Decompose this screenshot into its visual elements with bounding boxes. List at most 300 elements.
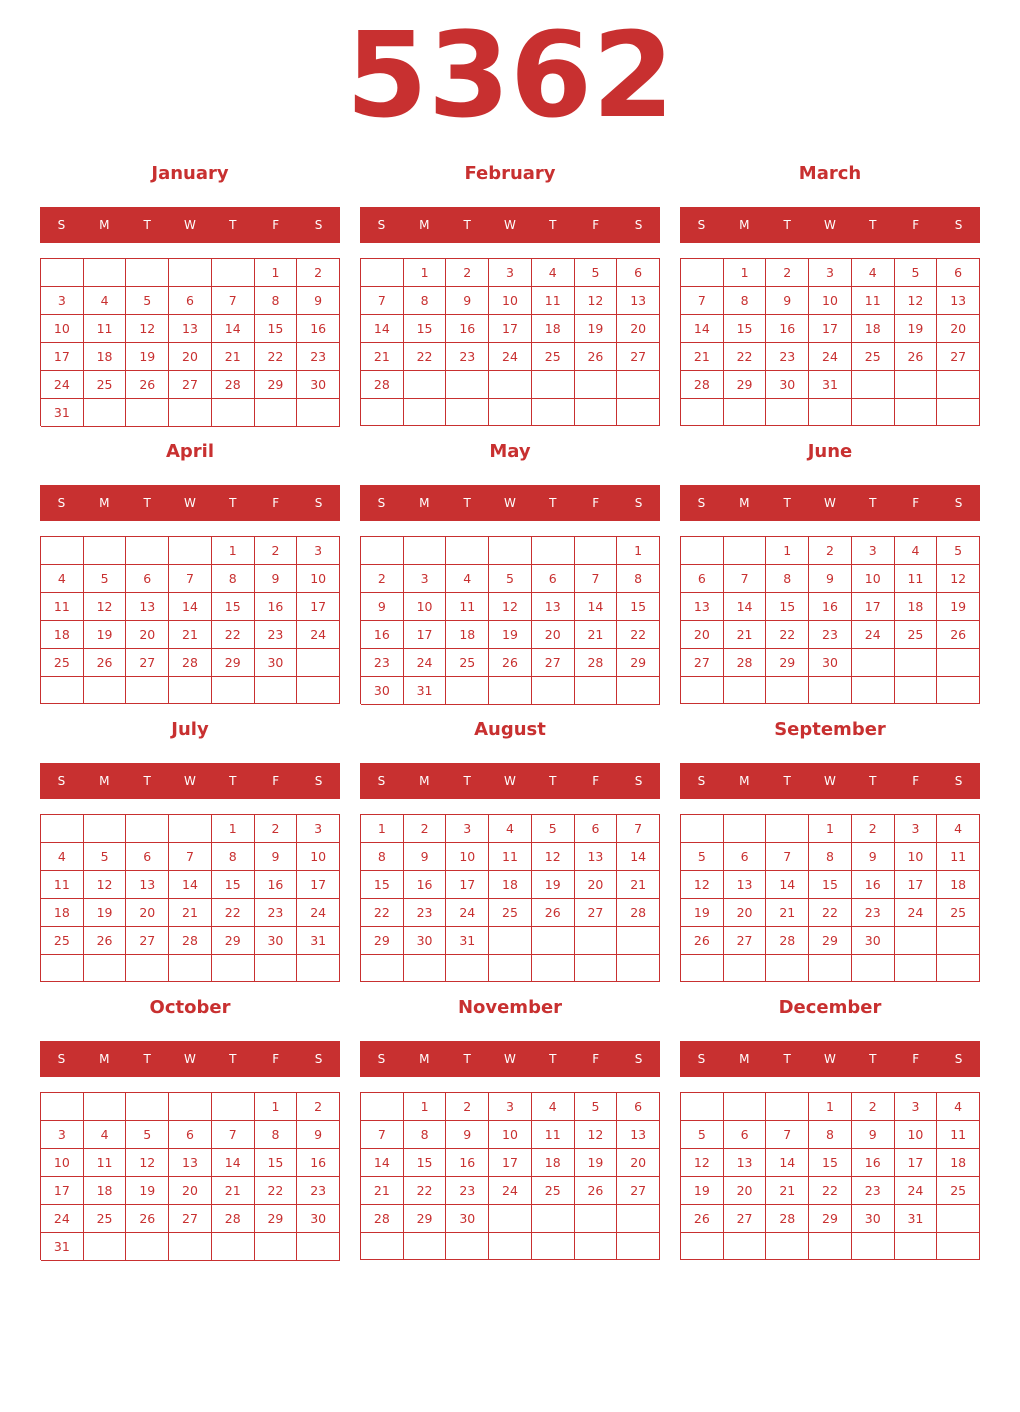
day-cell: 17	[852, 593, 895, 621]
day-cell: 23	[255, 899, 298, 927]
day-cell: 16	[446, 1149, 489, 1177]
day-cell: 10	[809, 287, 852, 315]
day-cell: 24	[297, 899, 340, 927]
weekday-label: S	[634, 774, 643, 788]
day-cell: 22	[255, 343, 298, 371]
empty-day-cell	[84, 1093, 127, 1121]
day-cell: 13	[617, 287, 660, 315]
day-grid	[680, 1092, 980, 1260]
day-cell: 18	[41, 899, 84, 927]
empty-day-cell	[212, 1233, 255, 1261]
day-cell: 8	[809, 843, 852, 871]
day-grid	[680, 536, 980, 704]
day-cell: 3	[41, 1121, 84, 1149]
day-cell: 10	[404, 593, 447, 621]
day-cell: 22	[212, 899, 255, 927]
month-august	[360, 716, 660, 984]
weekday-label: F	[912, 496, 920, 510]
day-cell: 12	[126, 315, 169, 343]
day-cell: 27	[532, 649, 575, 677]
month-february	[360, 160, 660, 428]
day-cell: 8	[212, 843, 255, 871]
weekday-label: S	[314, 1052, 323, 1066]
day-cell: 13	[937, 287, 980, 315]
day-cell: 14	[361, 315, 404, 343]
weekday-label: M	[739, 218, 750, 232]
day-cell: 18	[532, 1149, 575, 1177]
empty-day-cell	[297, 677, 340, 704]
day-cell: 9	[446, 1121, 489, 1149]
day-cell: 4	[446, 565, 489, 593]
weekday-label: T	[229, 774, 237, 788]
empty-day-cell	[617, 955, 660, 982]
day-cell: 20	[126, 621, 169, 649]
day-cell: 15	[809, 871, 852, 899]
day-cell: 6	[724, 843, 767, 871]
day-cell: 30	[852, 1205, 895, 1233]
day-cell: 31	[809, 371, 852, 399]
empty-day-cell	[724, 1233, 767, 1260]
day-cell: 26	[84, 649, 127, 677]
weekday-label: T	[783, 218, 791, 232]
day-cell: 4	[937, 815, 980, 843]
day-cell: 7	[766, 1121, 809, 1149]
day-cell: 15	[255, 315, 298, 343]
empty-day-cell	[126, 259, 169, 287]
empty-day-cell	[41, 677, 84, 704]
day-cell: 7	[169, 565, 212, 593]
day-cell: 18	[937, 1149, 980, 1177]
day-cell: 3	[809, 259, 852, 287]
weekday-label: T	[549, 218, 557, 232]
day-cell: 9	[297, 1121, 340, 1149]
day-cell: 5	[575, 259, 618, 287]
day-cell: 15	[724, 315, 767, 343]
day-cell: 5	[937, 537, 980, 565]
empty-day-cell	[297, 1233, 340, 1261]
day-cell: 14	[681, 315, 724, 343]
day-cell: 26	[575, 1177, 618, 1205]
day-cell: 18	[532, 315, 575, 343]
empty-day-cell	[446, 955, 489, 982]
weekday-label: F	[912, 218, 920, 232]
day-cell: 7	[212, 1121, 255, 1149]
day-cell: 3	[489, 259, 532, 287]
month-title: May	[489, 441, 531, 462]
weekday-label: T	[229, 218, 237, 232]
empty-day-cell	[41, 537, 84, 565]
weekday-header	[40, 763, 340, 799]
month-title: December	[778, 997, 882, 1018]
day-cell: 28	[212, 371, 255, 399]
weekday-label: T	[783, 496, 791, 510]
empty-day-cell	[255, 1233, 298, 1261]
day-cell: 23	[766, 343, 809, 371]
day-cell: 2	[766, 259, 809, 287]
day-cell: 10	[895, 843, 938, 871]
empty-day-cell	[895, 955, 938, 982]
day-grid	[40, 1092, 340, 1260]
empty-day-cell	[446, 399, 489, 426]
day-cell: 21	[169, 899, 212, 927]
empty-day-cell	[937, 1205, 980, 1233]
day-cell: 20	[617, 315, 660, 343]
empty-day-cell	[169, 259, 212, 287]
day-cell: 11	[532, 287, 575, 315]
day-cell: 4	[937, 1093, 980, 1121]
weekday-label: M	[739, 774, 750, 788]
day-cell: 30	[297, 1205, 340, 1233]
weekday-label: F	[272, 1052, 280, 1066]
day-cell: 14	[169, 593, 212, 621]
empty-day-cell	[532, 1233, 575, 1260]
weekday-label: S	[697, 496, 706, 510]
day-cell: 14	[724, 593, 767, 621]
day-cell: 18	[895, 593, 938, 621]
day-cell: 24	[895, 1177, 938, 1205]
empty-day-cell	[895, 371, 938, 399]
day-cell: 15	[255, 1149, 298, 1177]
day-cell: 12	[895, 287, 938, 315]
empty-day-cell	[575, 399, 618, 426]
day-cell: 19	[532, 871, 575, 899]
day-cell: 29	[361, 927, 404, 955]
day-cell: 3	[852, 537, 895, 565]
weekday-label: M	[419, 218, 430, 232]
weekday-label: S	[377, 774, 386, 788]
empty-day-cell	[361, 259, 404, 287]
day-cell: 28	[361, 1205, 404, 1233]
day-cell: 29	[809, 927, 852, 955]
day-cell: 4	[852, 259, 895, 287]
day-cell: 18	[937, 871, 980, 899]
day-cell: 27	[724, 927, 767, 955]
empty-day-cell	[169, 955, 212, 982]
day-cell: 19	[937, 593, 980, 621]
empty-day-cell	[489, 537, 532, 565]
day-cell: 4	[895, 537, 938, 565]
empty-day-cell	[404, 1233, 447, 1260]
day-cell: 25	[532, 1177, 575, 1205]
day-cell: 20	[937, 315, 980, 343]
day-cell: 9	[297, 287, 340, 315]
empty-day-cell	[404, 371, 447, 399]
weekday-label: T	[463, 496, 471, 510]
empty-day-cell	[84, 259, 127, 287]
empty-day-cell	[681, 399, 724, 426]
empty-day-cell	[532, 399, 575, 426]
month-title: January	[151, 163, 229, 184]
day-cell: 23	[297, 1177, 340, 1205]
day-cell: 25	[937, 899, 980, 927]
month-july	[40, 716, 340, 984]
day-cell: 21	[766, 899, 809, 927]
month-january	[40, 160, 340, 428]
day-cell: 6	[126, 565, 169, 593]
weekday-label: T	[783, 1052, 791, 1066]
day-cell: 27	[126, 927, 169, 955]
empty-day-cell	[895, 927, 938, 955]
weekday-label: W	[504, 218, 516, 232]
day-cell: 13	[126, 871, 169, 899]
day-cell: 19	[575, 315, 618, 343]
empty-day-cell	[852, 371, 895, 399]
day-cell: 5	[84, 843, 127, 871]
day-cell: 21	[212, 343, 255, 371]
empty-day-cell	[255, 677, 298, 704]
day-cell: 21	[681, 343, 724, 371]
day-cell: 4	[84, 1121, 127, 1149]
weekday-label: W	[504, 774, 516, 788]
day-cell: 17	[41, 343, 84, 371]
day-cell: 14	[361, 1149, 404, 1177]
empty-day-cell	[937, 1233, 980, 1260]
day-cell: 16	[446, 315, 489, 343]
empty-day-cell	[724, 537, 767, 565]
empty-day-cell	[169, 677, 212, 704]
weekday-label: W	[824, 496, 836, 510]
day-cell: 23	[255, 621, 298, 649]
weekday-label: S	[377, 1052, 386, 1066]
weekday-label: S	[314, 774, 323, 788]
weekday-label: M	[99, 218, 110, 232]
year-title: 5362	[345, 6, 675, 144]
day-cell: 9	[361, 593, 404, 621]
weekday-header	[680, 1041, 980, 1077]
empty-day-cell	[937, 677, 980, 704]
day-cell: 1	[404, 259, 447, 287]
day-cell: 3	[489, 1093, 532, 1121]
day-cell: 16	[255, 871, 298, 899]
day-cell: 11	[446, 593, 489, 621]
day-cell: 16	[809, 593, 852, 621]
day-cell: 21	[766, 1177, 809, 1205]
day-cell: 12	[681, 1149, 724, 1177]
day-cell: 18	[489, 871, 532, 899]
weekday-label: S	[954, 496, 963, 510]
weekday-header	[40, 1041, 340, 1077]
day-cell: 29	[766, 649, 809, 677]
day-cell: 6	[617, 259, 660, 287]
day-cell: 1	[809, 1093, 852, 1121]
day-cell: 3	[404, 565, 447, 593]
day-cell: 23	[297, 343, 340, 371]
day-cell: 21	[361, 343, 404, 371]
day-cell: 2	[852, 815, 895, 843]
weekday-label: S	[954, 218, 963, 232]
empty-day-cell	[361, 1093, 404, 1121]
weekday-label: S	[697, 1052, 706, 1066]
empty-day-cell	[169, 399, 212, 427]
empty-day-cell	[724, 1093, 767, 1121]
day-cell: 8	[404, 1121, 447, 1149]
day-cell: 23	[361, 649, 404, 677]
month-september	[680, 716, 980, 984]
day-grid	[680, 814, 980, 982]
day-cell: 17	[297, 871, 340, 899]
empty-day-cell	[446, 371, 489, 399]
day-cell: 27	[617, 343, 660, 371]
day-cell: 17	[404, 621, 447, 649]
empty-day-cell	[126, 1233, 169, 1261]
weekday-label: W	[184, 1052, 196, 1066]
day-cell: 26	[489, 649, 532, 677]
day-cell: 17	[895, 871, 938, 899]
day-cell: 4	[41, 565, 84, 593]
weekday-label: T	[783, 774, 791, 788]
day-cell: 25	[937, 1177, 980, 1205]
empty-day-cell	[617, 1205, 660, 1233]
day-cell: 27	[169, 1205, 212, 1233]
day-cell: 20	[724, 899, 767, 927]
day-cell: 12	[84, 871, 127, 899]
day-cell: 5	[681, 1121, 724, 1149]
day-cell: 30	[361, 677, 404, 705]
weekday-label: S	[57, 1052, 66, 1066]
empty-day-cell	[489, 677, 532, 705]
day-cell: 8	[404, 287, 447, 315]
empty-day-cell	[937, 399, 980, 426]
empty-day-cell	[766, 815, 809, 843]
empty-day-cell	[809, 955, 852, 982]
day-cell: 18	[446, 621, 489, 649]
day-cell: 12	[681, 871, 724, 899]
day-cell: 4	[41, 843, 84, 871]
day-cell: 5	[84, 565, 127, 593]
day-cell: 13	[617, 1121, 660, 1149]
day-grid	[360, 258, 660, 426]
day-cell: 14	[575, 593, 618, 621]
day-cell: 22	[724, 343, 767, 371]
day-cell: 20	[532, 621, 575, 649]
day-cell: 15	[404, 1149, 447, 1177]
day-cell: 5	[681, 843, 724, 871]
month-march	[680, 160, 980, 428]
weekday-label: W	[504, 1052, 516, 1066]
weekday-label: T	[229, 496, 237, 510]
day-cell: 9	[255, 843, 298, 871]
day-cell: 25	[852, 343, 895, 371]
day-cell: 2	[404, 815, 447, 843]
empty-day-cell	[446, 1233, 489, 1260]
day-cell: 7	[361, 287, 404, 315]
day-cell: 19	[84, 621, 127, 649]
day-cell: 29	[809, 1205, 852, 1233]
day-cell: 22	[255, 1177, 298, 1205]
day-grid	[360, 536, 660, 704]
empty-day-cell	[809, 677, 852, 704]
day-cell: 1	[617, 537, 660, 565]
day-cell: 6	[724, 1121, 767, 1149]
day-cell: 1	[255, 1093, 298, 1121]
day-cell: 28	[724, 649, 767, 677]
day-cell: 21	[212, 1177, 255, 1205]
day-cell: 20	[575, 871, 618, 899]
day-cell: 16	[297, 315, 340, 343]
day-cell: 17	[895, 1149, 938, 1177]
weekday-label: S	[634, 218, 643, 232]
day-cell: 26	[937, 621, 980, 649]
day-cell: 22	[404, 1177, 447, 1205]
day-cell: 30	[255, 649, 298, 677]
weekday-label: F	[592, 218, 600, 232]
weekday-label: T	[869, 1052, 877, 1066]
month-april	[40, 438, 340, 706]
day-cell: 22	[361, 899, 404, 927]
empty-day-cell	[84, 677, 127, 704]
day-cell: 11	[895, 565, 938, 593]
day-cell: 21	[724, 621, 767, 649]
day-cell: 11	[84, 1149, 127, 1177]
day-cell: 22	[212, 621, 255, 649]
weekday-label: F	[592, 774, 600, 788]
empty-day-cell	[126, 537, 169, 565]
day-cell: 14	[169, 871, 212, 899]
weekday-label: M	[419, 496, 430, 510]
weekday-header	[360, 207, 660, 243]
day-cell: 24	[809, 343, 852, 371]
day-cell: 27	[724, 1205, 767, 1233]
day-cell: 24	[446, 899, 489, 927]
day-cell: 28	[169, 649, 212, 677]
weekday-label: S	[57, 496, 66, 510]
empty-day-cell	[575, 371, 618, 399]
weekday-label: S	[634, 496, 643, 510]
weekday-label: S	[954, 1052, 963, 1066]
day-cell: 7	[766, 843, 809, 871]
month-title: February	[464, 163, 556, 184]
day-cell: 15	[617, 593, 660, 621]
day-cell: 7	[617, 815, 660, 843]
day-cell: 12	[84, 593, 127, 621]
day-cell: 5	[126, 287, 169, 315]
empty-day-cell	[575, 677, 618, 705]
weekday-label: S	[57, 774, 66, 788]
weekday-header	[40, 485, 340, 521]
day-cell: 28	[617, 899, 660, 927]
empty-day-cell	[937, 649, 980, 677]
day-cell: 30	[809, 649, 852, 677]
day-cell: 29	[724, 371, 767, 399]
month-october	[40, 994, 340, 1262]
empty-day-cell	[766, 1093, 809, 1121]
month-title: April	[165, 441, 215, 462]
day-cell: 7	[575, 565, 618, 593]
empty-day-cell	[575, 1205, 618, 1233]
weekday-label: W	[824, 218, 836, 232]
day-cell: 6	[937, 259, 980, 287]
day-cell: 15	[404, 315, 447, 343]
empty-day-cell	[895, 649, 938, 677]
empty-day-cell	[446, 537, 489, 565]
day-cell: 14	[766, 1149, 809, 1177]
day-cell: 14	[212, 1149, 255, 1177]
weekday-label: M	[99, 774, 110, 788]
day-cell: 10	[852, 565, 895, 593]
empty-day-cell	[766, 677, 809, 704]
day-cell: 12	[126, 1149, 169, 1177]
empty-day-cell	[126, 677, 169, 704]
day-cell: 25	[489, 899, 532, 927]
empty-day-cell	[489, 371, 532, 399]
day-cell: 29	[212, 649, 255, 677]
day-cell: 31	[895, 1205, 938, 1233]
month-december	[680, 994, 980, 1262]
day-cell: 26	[532, 899, 575, 927]
day-cell: 8	[212, 565, 255, 593]
weekday-label: S	[314, 496, 323, 510]
day-cell: 26	[681, 1205, 724, 1233]
